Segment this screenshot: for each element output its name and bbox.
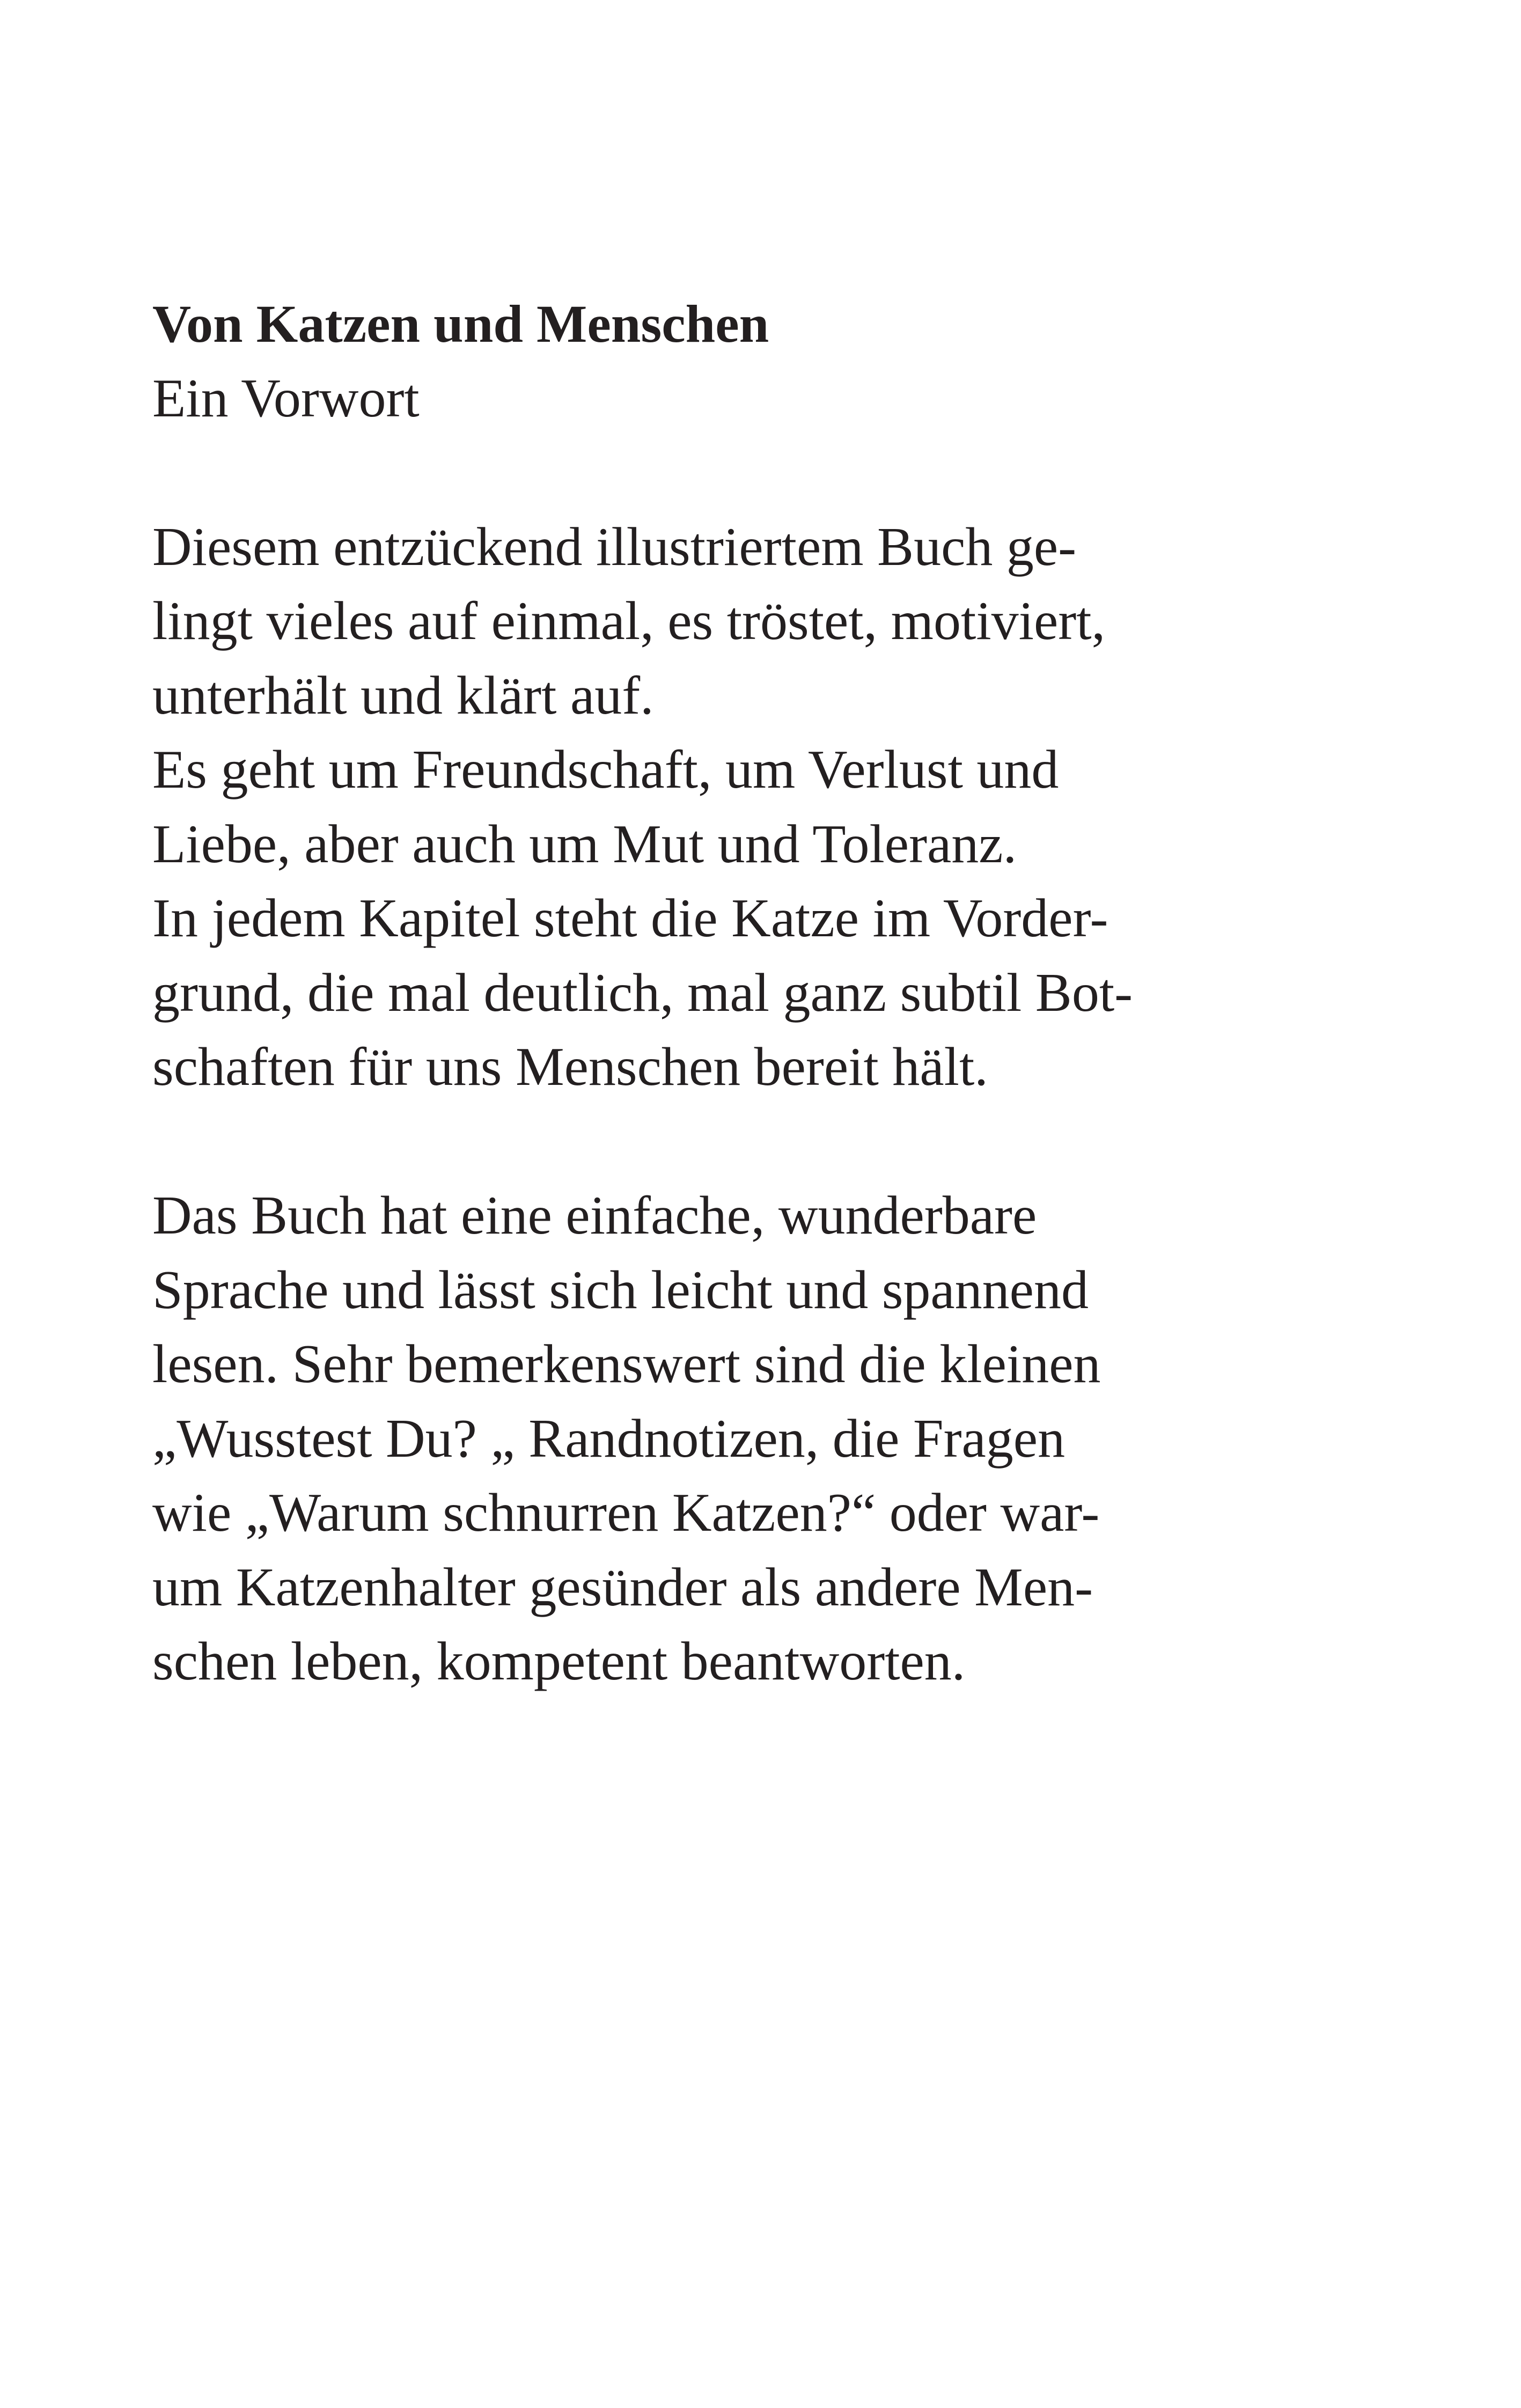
paragraph-line: grund, die mal deutlich, mal ganz subtil Bot- [152, 962, 1133, 1023]
paragraph-line: wie „Warum schnurren Katzen?“ oder war- [152, 1482, 1100, 1543]
paragraph-line: schaften für uns Menschen bereit hält. [152, 1037, 988, 1097]
paragraph-line: Sprache und lässt sich leicht und spannend [152, 1259, 1089, 1320]
paragraph-line: um Katzenhalter gesünder als andere Men- [152, 1557, 1093, 1618]
chapter-title: Von Katzen und Menschen [152, 294, 769, 354]
paragraph-spacer [152, 1105, 1386, 1179]
paragraph-line: Diesem entzückend illustriertem Buch ge- [152, 516, 1077, 577]
paragraph-line: Liebe, aber auch um Mut und Toleranz. [152, 813, 1017, 875]
paragraph-spacer [152, 436, 1386, 510]
paragraph-1 [152, 510, 1386, 1105]
paragraph-line: lesen. Sehr bemerkenswert sind die kleinen [152, 1334, 1101, 1394]
paragraph-2 [152, 1179, 1386, 1699]
paragraph-line: schen leben, kompetent beantworten. [152, 1631, 966, 1692]
chapter-subtitle: Ein Vorwort [152, 368, 420, 429]
paragraph-line: In jedem Kapitel steht die Katze im Vorder- [152, 888, 1108, 949]
paragraph-line: unterhält und klärt auf. [152, 665, 654, 726]
foreword-text-block [152, 287, 1386, 1699]
paragraph-line: Es geht um Freundschaft, um Verlust und [152, 739, 1059, 800]
paragraph-line: lingt vieles auf einmal, es tröstet, motiviert, [152, 591, 1106, 651]
paragraph-line: „Wusstest Du? „ Randnotizen, die Fragen [152, 1408, 1066, 1469]
paragraph-line: Das Buch hat eine einfache, wunderbare [152, 1185, 1037, 1246]
